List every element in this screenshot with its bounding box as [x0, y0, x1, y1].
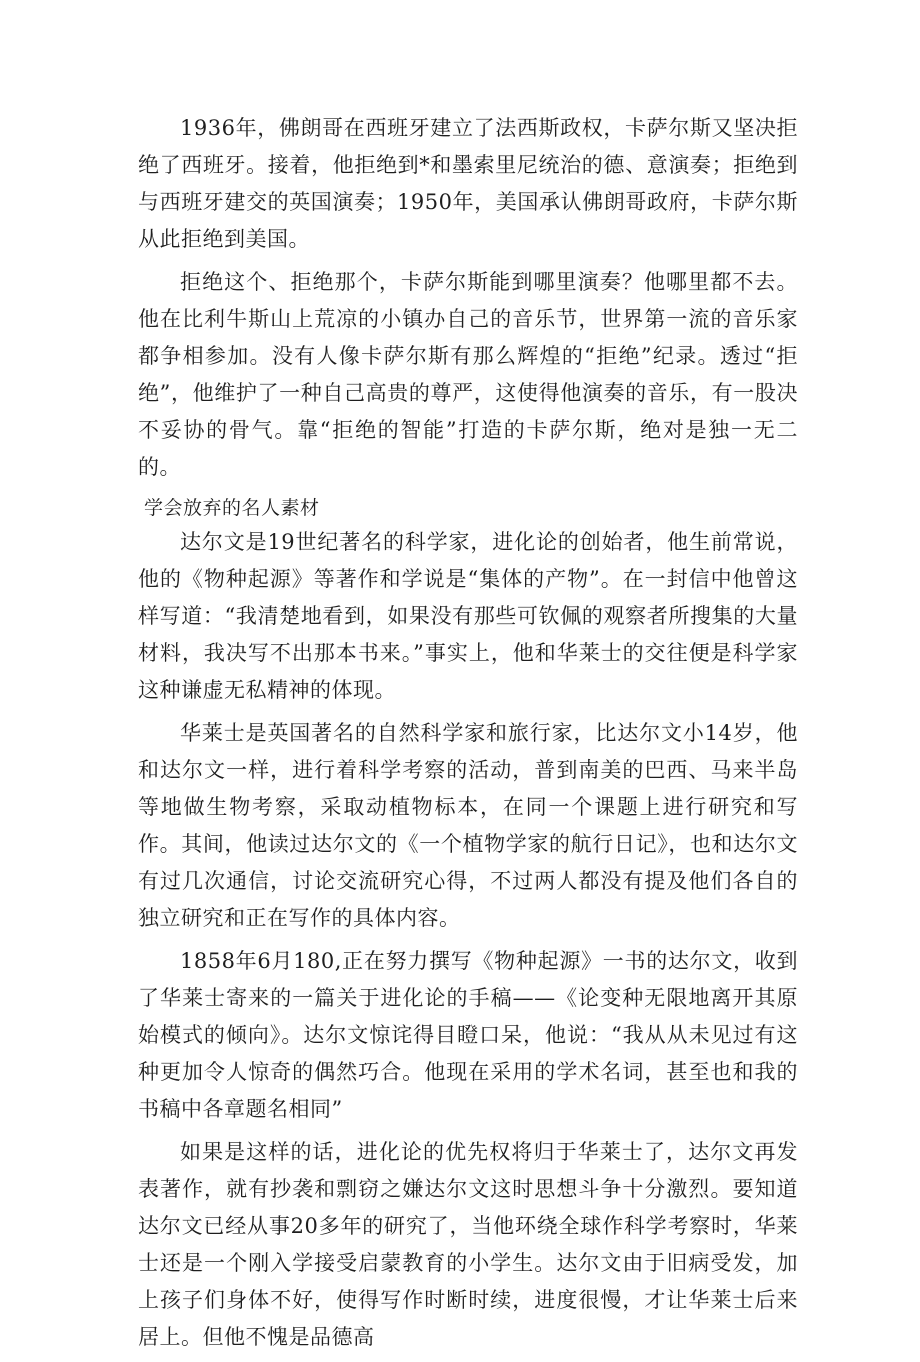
paragraph-priority-dilemma: 如果是这样的话，进化论的优先权将归于华莱士了，达尔文再发表著作，就有抄袭和剽窃之嫌达尔文这时思想斗争十分激烈。要知道达尔文已经从事20多年的研究了，当他环绕全球作科学考察时，华莱士还是一个刚入学接受启蒙教育的小学生。达尔文由于旧病受发，加上孩子们身体不好，使得写作时断时续，进度很慢，才让华莱士后来居上。但他不愧是品德高	[138, 1140, 798, 1349]
document-body	[138, 110, 798, 1362]
paragraph-casals-1936: 1936年，佛朗哥在西班牙建立了法西斯政权，卡萨尔斯又坚决拒绝了西班牙。接着，他拒绝到*和墨索里尼统治的德、意演奏；拒绝到与西班牙建交的英国演奏；1950年，美国承认佛朗哥政府，卡萨尔斯从此拒绝到美国。	[138, 116, 798, 251]
paragraph-darwin-intro: 达尔文是19世纪著名的科学家，进化论的创始者，他生前常说，他的《物种起源》等著作和学说是“集体的产物”。在一封信中他曾这样写道：“我清楚地看到，如果没有那些可钦佩的观察者所搜集的大量材料，我决写不出那本书来。”事实上，他和华莱士的交往便是科学家这种谦虚无私精神的体现。	[138, 530, 798, 702]
section-heading: 学会放弃的名人素材	[144, 497, 320, 519]
paragraph-casals-refusal: 拒绝这个、拒绝那个，卡萨尔斯能到哪里演奏？他哪里都不去。他在比利牛斯山上荒凉的小镇办自己的音乐节，世界第一流的音乐家都争相参加。没有人像卡萨尔斯有那么辉煌的“拒绝”纪录。透过“拒绝”，他维护了一种自己高贵的尊严，这使得他演奏的音乐，有一股决不妥协的骨气。靠“拒绝的智能”打造的卡萨尔斯，绝对是独一无二的。	[138, 270, 798, 479]
paragraph-1858-manuscript: 1858年6月180,正在努力撰写《物种起源》一书的达尔文，收到了华莱士寄来的一篇关于进化论的手稿——《论变种无限地离开其原始模式的倾向》。达尔文惊诧得目瞪口呆，他说：“我从从未见过有这种更加令人惊奇的偶然巧合。他现在采用的学术名词，甚至也和我的书稿中各章题名相同”	[138, 949, 798, 1121]
paragraph-wallace-intro: 华莱士是英国著名的自然科学家和旅行家，比达尔文小14岁，他和达尔文一样，进行着科学考察的活动，普到南美的巴西、马来半岛等地做生物考察，采取动植物标本，在同一个课题上进行研究和写作。其间，他读过达尔文的《一个植物学家的航行日记》，也和达尔文有过几次通信，讨论交流研究心得，不过两人都没有提及他们各自的独立研究和正在写作的具体内容。	[138, 721, 798, 930]
